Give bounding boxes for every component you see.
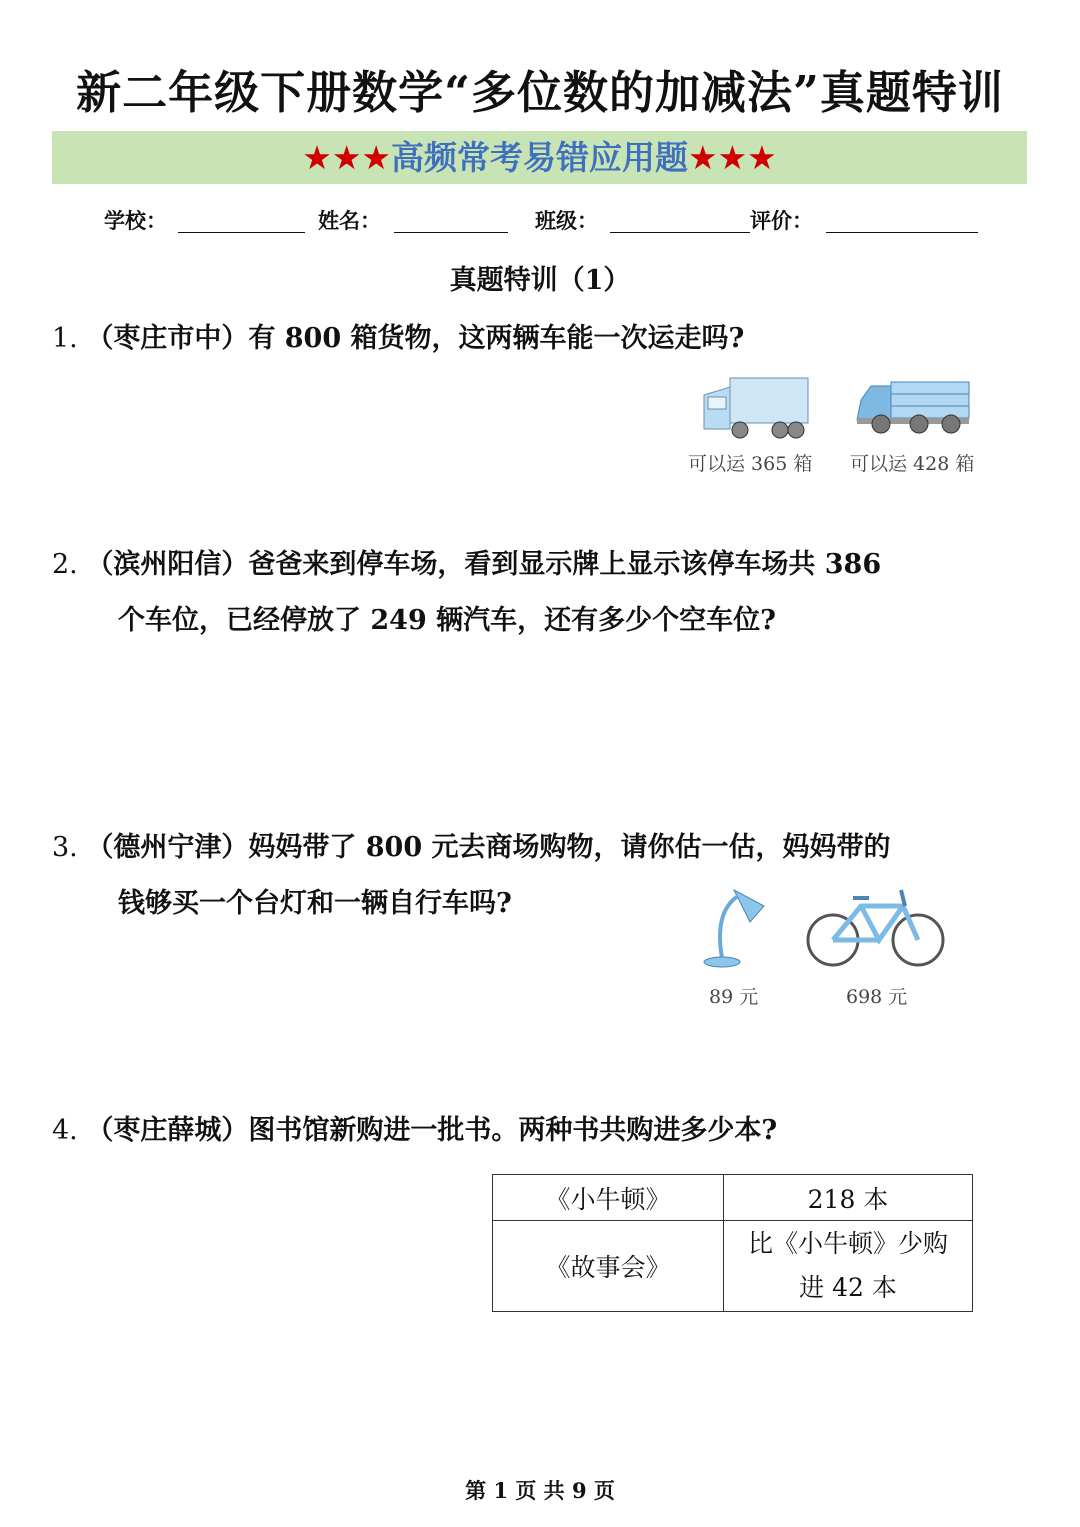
question-text: 妈妈带了 800 元去商场购物，请你估一估，妈妈带的 bbox=[248, 832, 891, 863]
question-source: （德州宁津） bbox=[86, 832, 249, 863]
question-number: 3. bbox=[52, 832, 78, 863]
books-table bbox=[492, 1174, 973, 1312]
box-truck-icon bbox=[700, 375, 812, 441]
page-title: 新二年级下册数学“多位数的加减法”真题特训 bbox=[76, 66, 1004, 119]
question-text: 钱够买一个台灯和一辆自行车吗? bbox=[118, 888, 512, 919]
name-field[interactable] bbox=[394, 232, 508, 233]
class-label: 班级： bbox=[535, 208, 598, 233]
question-number: 1. bbox=[52, 323, 78, 354]
bicycle-icon bbox=[805, 884, 947, 970]
question-4 bbox=[52, 1108, 777, 1147]
question-number: 2. bbox=[52, 549, 78, 580]
question-2-line-2 bbox=[118, 598, 776, 637]
desk-lamp-icon bbox=[700, 884, 770, 970]
name-label: 姓名： bbox=[318, 208, 381, 233]
book-count-line: 比《小牛顿》少购 bbox=[747, 1229, 948, 1258]
question-text: 图书馆新购进一批书。两种书共购进多少本? bbox=[248, 1115, 778, 1146]
table-row bbox=[493, 1175, 973, 1221]
book-count: 218 本 bbox=[724, 1175, 973, 1221]
book-name: 《小牛顿》 bbox=[493, 1175, 724, 1221]
book-name: 《故事会》 bbox=[493, 1221, 724, 1312]
question-3-line-2 bbox=[118, 881, 512, 920]
question-source: （滨州阳信） bbox=[86, 549, 249, 580]
question-text: 个车位，已经停放了 249 辆汽车，还有多少个空车位? bbox=[118, 605, 776, 636]
question-number: 4. bbox=[52, 1115, 78, 1146]
question-2 bbox=[52, 542, 881, 581]
truck-2-caption: 可以运 428 箱 bbox=[850, 453, 975, 475]
question-text: 有 800 箱货物，这两辆车能一次运走吗? bbox=[248, 323, 745, 354]
school-field[interactable] bbox=[178, 232, 305, 233]
question-1 bbox=[52, 316, 744, 355]
question-source: （枣庄市中） bbox=[86, 323, 249, 354]
question-3 bbox=[52, 825, 891, 864]
question-source: （枣庄薛城） bbox=[86, 1115, 249, 1146]
star-icons: ★★★ bbox=[302, 138, 391, 177]
section-banner bbox=[52, 131, 1027, 184]
book-count-line: 进 42 本 bbox=[799, 1273, 897, 1302]
class-field[interactable] bbox=[610, 232, 750, 233]
bicycle-price: 698 元 bbox=[846, 986, 908, 1008]
school-label: 学校： bbox=[104, 208, 167, 233]
question-text: 爸爸来到停车场，看到显示牌上显示该停车场共 386 bbox=[248, 549, 882, 580]
section-title: 真题特训（1） bbox=[449, 265, 631, 296]
banner-text: 高频常考易错应用题 bbox=[391, 138, 688, 177]
flatbed-truck-icon bbox=[855, 378, 971, 438]
truck-1-caption: 可以运 365 箱 bbox=[688, 453, 813, 475]
table-row bbox=[493, 1221, 973, 1312]
star-icons: ★★★ bbox=[688, 138, 777, 177]
grade-field[interactable] bbox=[826, 232, 978, 233]
book-count bbox=[724, 1221, 973, 1312]
page-number: 第 1 页 共 9 页 bbox=[465, 1478, 615, 1503]
lamp-price: 89 元 bbox=[709, 986, 759, 1008]
grade-label: 评价： bbox=[750, 208, 813, 233]
